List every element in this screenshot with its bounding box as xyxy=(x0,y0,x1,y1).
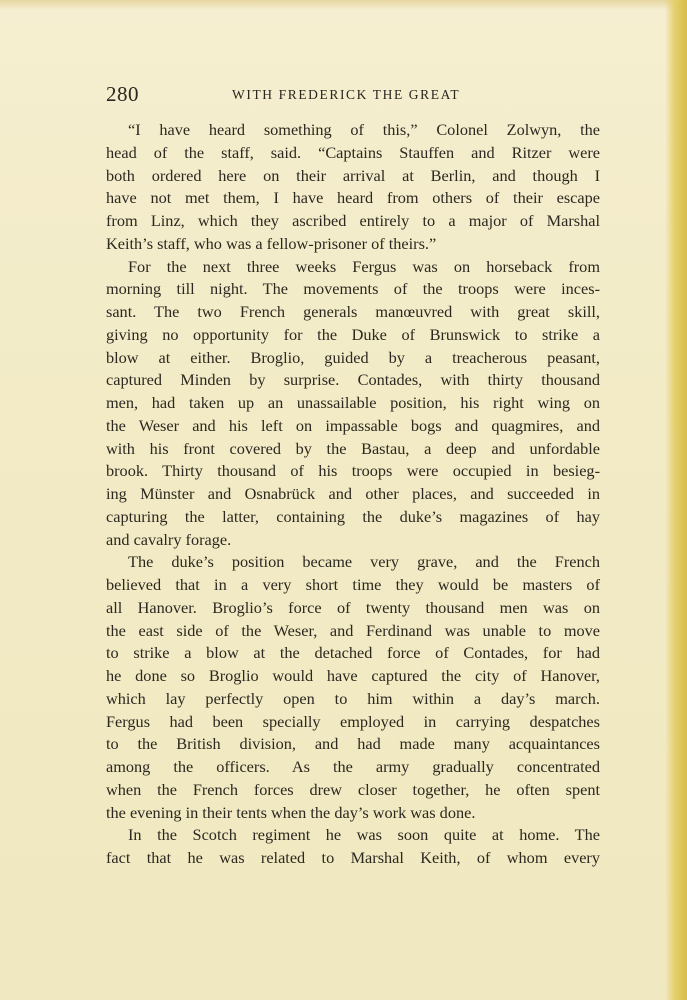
text-line: the evening in their tents when the day’s work was done. xyxy=(106,802,476,822)
text-line: ing Münster and Osnabrück and other places, and succeeded in xyxy=(106,484,600,503)
text-line: Keith’s staff, who was a fellow-prisoner of theirs.” xyxy=(106,233,437,253)
text-line: among the officers. As the army gradually concentrated xyxy=(106,757,600,776)
text-line: captured Minden by surprise. Contades, with thirty thousand xyxy=(106,370,600,390)
text-line: believed that in a very short time they would be masters of xyxy=(106,575,600,594)
text-line: to the British division, and had made many acquaintances xyxy=(106,734,600,754)
text-line: when the French forces drew closer together, he often spent xyxy=(106,779,600,799)
text-line: the Weser and his left on impassable bogs and quagmires, and xyxy=(106,415,600,435)
text-line: “I have heard something of this,” Colonel Zolwyn, the xyxy=(128,120,600,139)
body-text xyxy=(106,119,600,870)
text-line: morning till night. The movements of the troops were inces- xyxy=(106,279,600,299)
text-line: blow at either. Broglio, guided by a treacherous peasant, xyxy=(106,347,600,367)
text-line: all Hanover. Broglio’s force of twenty thousand men was on xyxy=(106,597,600,617)
text-line: For the next three weeks Fergus was on horseback from xyxy=(128,256,600,276)
running-head: WITH FREDERICK THE GREAT xyxy=(232,87,461,102)
text-line: to strike a blow at the detached force of Contades, for had xyxy=(106,643,600,663)
page-top-shadow xyxy=(0,0,687,10)
text-line: have not met them, I have heard from others of their escape xyxy=(106,188,600,208)
text-line: head of the staff, said. “Captains Stauffen and Ritzer were xyxy=(106,142,600,162)
text-line: In the Scotch regiment he was soon quite at home. The xyxy=(128,825,600,845)
text-line: and cavalry forage. xyxy=(106,529,232,549)
text-line: the east side of the Weser, and Ferdinand was unable to move xyxy=(106,620,600,640)
page-number: 280 xyxy=(106,82,139,106)
text-line: The duke’s position became very grave, and the French xyxy=(128,552,600,572)
text-line: men, had taken up an unassailable position, his right wing on xyxy=(106,393,600,412)
page-edge-shadow xyxy=(665,0,687,1000)
page-header xyxy=(106,82,600,108)
text-line: giving no opportunity for the Duke of Brunswick to strike a xyxy=(106,324,600,344)
text-line: with his front covered by the Bastau, a deep and unfordable xyxy=(106,438,600,458)
text-line: sant. The two French generals manœuvred with great skill, xyxy=(106,302,600,321)
text-line: fact that he was related to Marshal Keith, of whom every xyxy=(106,848,600,867)
text-line: he done so Broglio would have captured the city of Hanover, xyxy=(106,666,600,685)
text-line: capturing the latter, containing the duke’s magazines of hay xyxy=(106,506,600,526)
text-line: both ordered here on their arrival at Berlin, and though I xyxy=(106,165,600,185)
text-line: from Linz, which they ascribed entirely to a major of Marshal xyxy=(106,211,600,230)
text-line: Fergus had been specially employed in carrying despatches xyxy=(106,711,600,731)
text-line: which lay perfectly open to him within a day’s march. xyxy=(106,688,600,708)
text-line: brook. Thirty thousand of his troops were occupied in besieg- xyxy=(106,461,600,481)
